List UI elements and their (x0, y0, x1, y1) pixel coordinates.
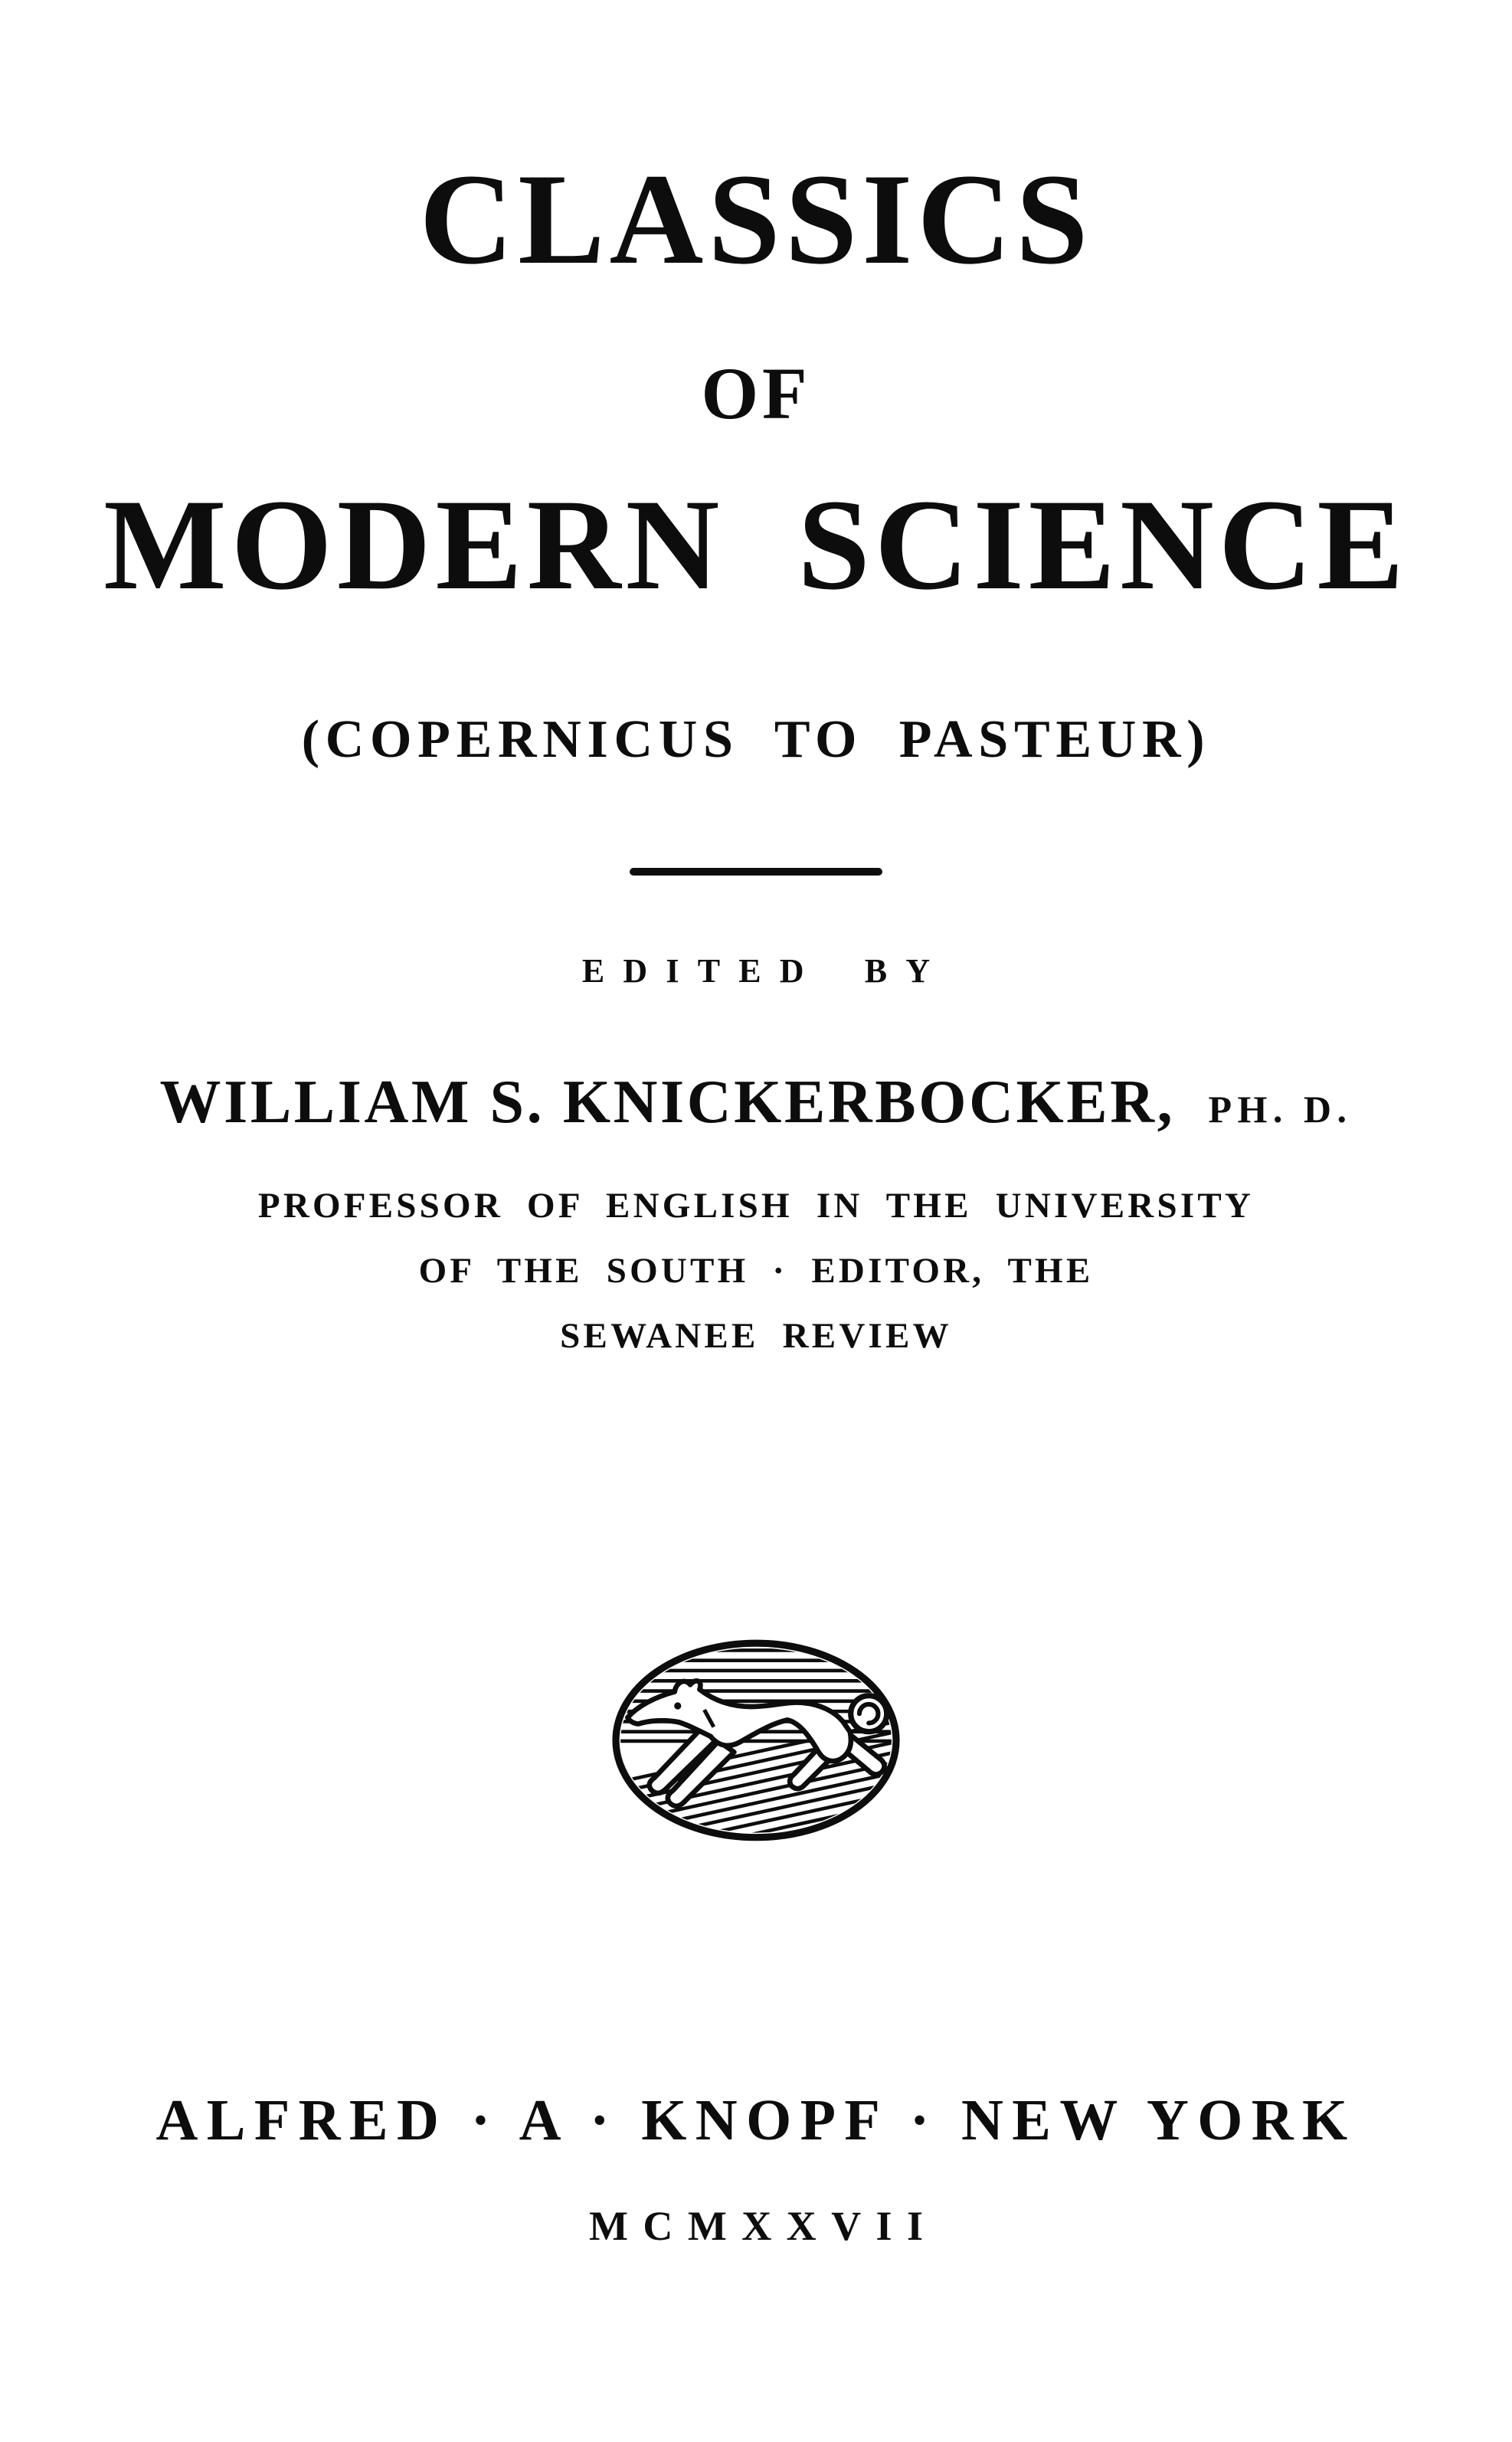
dog-eye (674, 1702, 681, 1709)
affiliation-line-1: PROFESSOR OF ENGLISH IN THE UNIVERSITY (257, 1186, 1255, 1226)
title-line-modern-science: MODERN SCIENCE (103, 473, 1409, 617)
title-line-of: OF (701, 352, 811, 434)
dog-tail-curl (851, 1696, 887, 1732)
borzoi-dog-logo-icon (606, 1636, 906, 1848)
publisher-imprint-line: ALFRED · A · KNOPF · NEW YORK (155, 2088, 1357, 2152)
edited-by-label: EDITED BY (581, 952, 949, 990)
publication-year-roman: MCMXXVII (588, 2203, 938, 2249)
divider-rule (630, 868, 882, 876)
affiliation-line-3: SEWANEE REVIEW (560, 1316, 952, 1356)
affiliation-line-2: OF THE SOUTH · EDITOR, THE (418, 1251, 1094, 1291)
title-line-classics: CLASSICS (419, 147, 1093, 291)
editor-name-line (0, 1069, 1512, 1136)
subtitle-copernicus-to-pasteur: (COPERNICUS TO PASTEUR) (301, 710, 1211, 769)
publisher-logo (606, 1636, 906, 1848)
editor-degree: PH. D. (1208, 1088, 1353, 1131)
editor-name: WILLIAM S. KNICKERBOCKER, (159, 1069, 1176, 1136)
